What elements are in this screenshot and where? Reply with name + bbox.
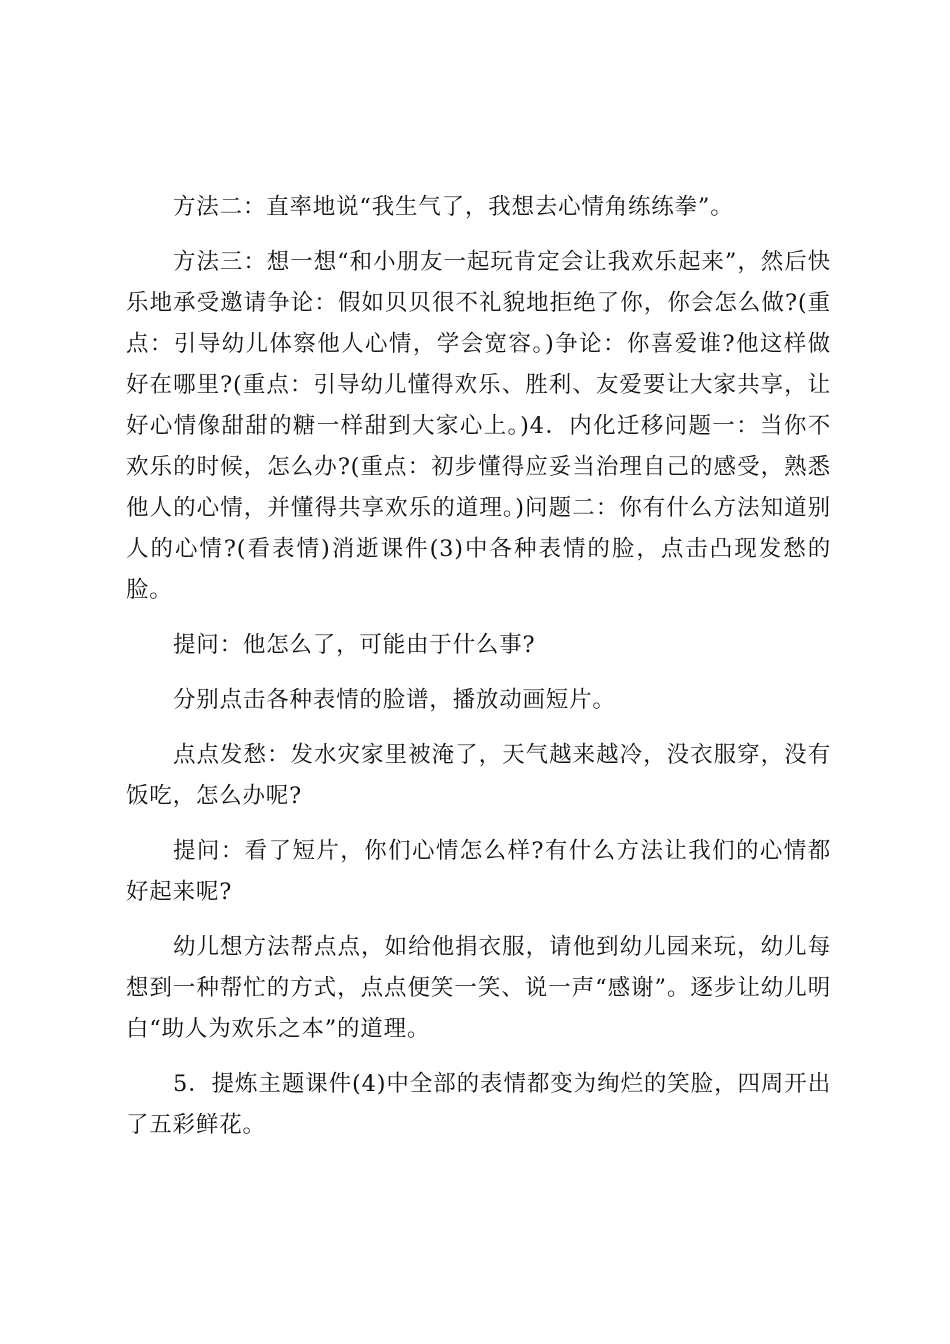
paragraph-diandian-worried: 点点发愁：发水灾家里被淹了，天气越来越冷，没衣服穿，没有饭吃，怎么办呢?: [126, 742, 831, 809]
paragraph-question-after-video: 提问：看了短片，你们心情怎么样?有什么方法让我们的心情都好起来呢?: [126, 838, 831, 905]
paragraph-children-help: 幼儿想方法帮点点，如给他捐衣服，请他到幼儿园来玩，幼儿每想到一种帮忙的方式，点点便笑一笑、说一声“感谢”。逐步让幼儿明白“助人为欢乐之本”的道理。: [126, 934, 831, 1042]
paragraph-theme-summary: 5．提炼主题课件(4)中全部的表情都变为绚烂的笑脸，四周开出了五彩鲜花。: [126, 1071, 831, 1138]
paragraph-question-what-happened: 提问：他怎么了，可能由于什么事?: [173, 632, 536, 658]
document-body: [126, 187, 831, 1160]
paragraph-method-three: 方法三：想一想“和小朋友一起玩肯定会让我欢乐起来”，然后快乐地承受邀请争论：假如贝贝很不礼貌地拒绝了你，你会怎么做?(重点：引导幼儿体察他人心情，学会宽容。)争论：你喜爱谁?他这样做好在哪里?(重点：引导幼儿懂得欢乐、胜利、友爱要让大家共享，让好心情像甜甜的糖一样甜到大家心上。)4．内化迁移问题一：当你不欢乐的时候，怎么办?(重点：初步懂得应妥当治理自己的感受，熟悉他人的心情，并懂得共享欢乐的道理。)问题二：你有什么方法知道别人的心情?(看表情)消逝课件(3)中各种表情的脸，点击凸现发愁的脸。: [126, 249, 831, 603]
paragraph-play-animation: 分别点击各种表情的脸谱，播放动画短片。: [173, 687, 616, 713]
paragraph-method-two: 方法二：直率地说“我生气了，我想去心情角练练拳”。: [173, 194, 734, 220]
